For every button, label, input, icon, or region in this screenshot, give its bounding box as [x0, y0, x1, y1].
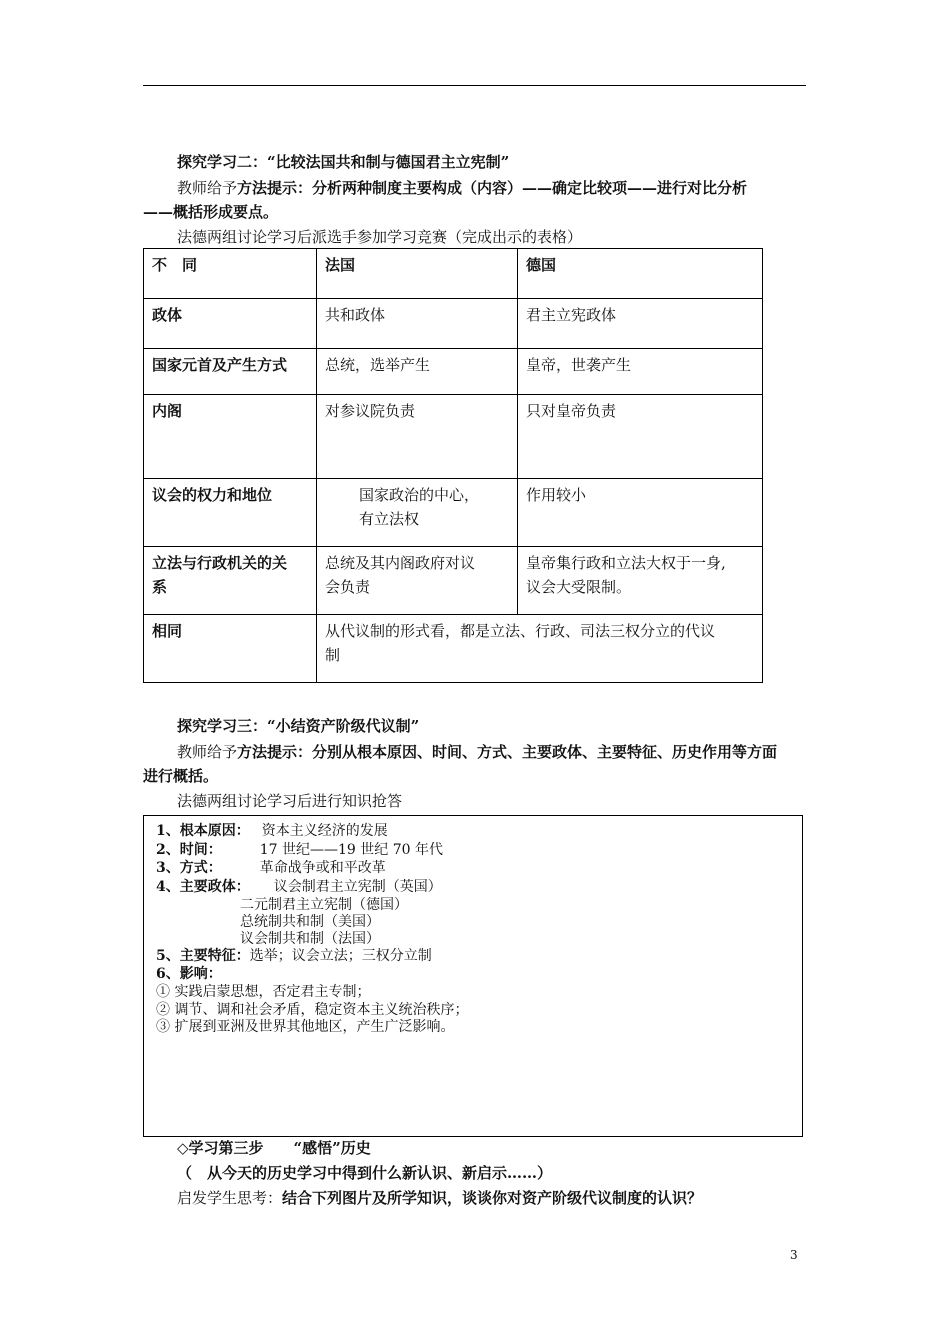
header-diff: 不 同	[144, 249, 317, 299]
step3-subtitle: （ 从今天的历史学习中得到什么新认识、新启示……）	[177, 1164, 553, 1182]
summary-line: ② 调节、调和社会矛盾，稳定资本主义统治秩序；	[156, 1002, 469, 1018]
cell-germany: 只对皇帝负责	[518, 395, 763, 479]
section3-hint-cont: 进行概括。	[143, 767, 219, 785]
step3-prompt: 启发学生思考：结合下列图片及所学知识，谈谈你对资产阶级代议制度的认识？	[177, 1189, 703, 1207]
row-label: 立法与行政机关的关 系	[144, 547, 317, 615]
summary-line: 议会制共和制（法国）	[240, 931, 380, 947]
section3-hint: 教师给予方法提示：分别从根本原因、时间、方式、主要政体、主要特征、历史作用等方面	[177, 743, 778, 761]
step3-title: ◇学习第三步 “感悟”历史	[177, 1139, 371, 1157]
cell-germany: 皇帝集行政和立法大权于一身, 议会大受限制。	[518, 547, 763, 615]
row-label: 议会的权力和地位	[144, 479, 317, 547]
cell-france: 总统，选举产生	[317, 349, 518, 395]
section3-title: 探究学习三：“小结资产阶级代议制”	[177, 717, 420, 735]
section2-hint: 教师给予方法提示：分析两种制度主要构成（内容）——确定比较项——进行对比分析	[177, 179, 748, 197]
cell-france	[317, 479, 518, 547]
section2-activity: 法德两组讨论学习后派选手参加学习竞赛（完成出示的表格）	[177, 228, 583, 246]
header-france: 法国	[317, 249, 518, 299]
row-label: 内阁	[144, 395, 317, 479]
summary-box	[143, 815, 803, 1137]
cell-germany: 作用较小	[518, 479, 763, 547]
cell-line: 国家政治的中心，	[359, 486, 480, 504]
summary-line: 6、影响：	[156, 966, 222, 982]
summary-line: 3、方式： 革命战争或和平改革	[156, 860, 386, 876]
summary-line: 5、主要特征：选举；议会立法；三权分立制	[156, 948, 432, 964]
table-header-row	[144, 249, 763, 299]
row-label: 政体	[144, 299, 317, 349]
summary-line: 1、根本原因： 资本主义经济的发展	[156, 823, 388, 839]
page-number: 3	[790, 1248, 798, 1262]
cell-germany: 皇帝，世袭产生	[518, 349, 763, 395]
summary-line: 二元制君主立宪制（德国）	[240, 897, 408, 913]
section2-hint-cont: ——概括形成要点。	[143, 203, 279, 221]
section3-activity: 法德两组讨论学习后进行知识抢答	[177, 792, 403, 810]
header-germany: 德国	[518, 249, 763, 299]
cell-france: 总统及其内阁政府对议 会负责	[317, 547, 518, 615]
table-row-same	[144, 615, 763, 683]
section2-title: 探究学习二：“比较法国共和制与德国君主立宪制”	[177, 153, 510, 171]
summary-line: ③ 扩展到亚洲及世界其他地区，产生广泛影响。	[156, 1019, 455, 1035]
cell-same: 从代议制的形式看，都是立法、行政、司法三权分立的代议 制	[317, 615, 763, 683]
summary-line: 总统制共和制（美国）	[240, 914, 380, 930]
table-row	[144, 299, 763, 349]
summary-line: 4、主要政体： 议会制君主立宪制（英国）	[156, 879, 442, 895]
row-label: 国家元首及产生方式	[144, 349, 317, 395]
summary-line: ① 实践启蒙思想，否定君主专制；	[156, 984, 371, 1000]
row-label-same: 相同	[144, 615, 317, 683]
cell-germany: 君主立宪政体	[518, 299, 763, 349]
table-row	[144, 479, 763, 547]
header-rule	[143, 85, 806, 86]
cell-france: 共和政体	[317, 299, 518, 349]
table-row	[144, 395, 763, 479]
cell-line: 有立法权	[359, 510, 420, 528]
cell-france: 对参议院负责	[317, 395, 518, 479]
table-row	[144, 349, 763, 395]
table-row	[144, 547, 763, 615]
comparison-table	[143, 248, 763, 683]
summary-line: 2、时间： 17 世纪——19 世纪 70 年代	[156, 842, 443, 858]
